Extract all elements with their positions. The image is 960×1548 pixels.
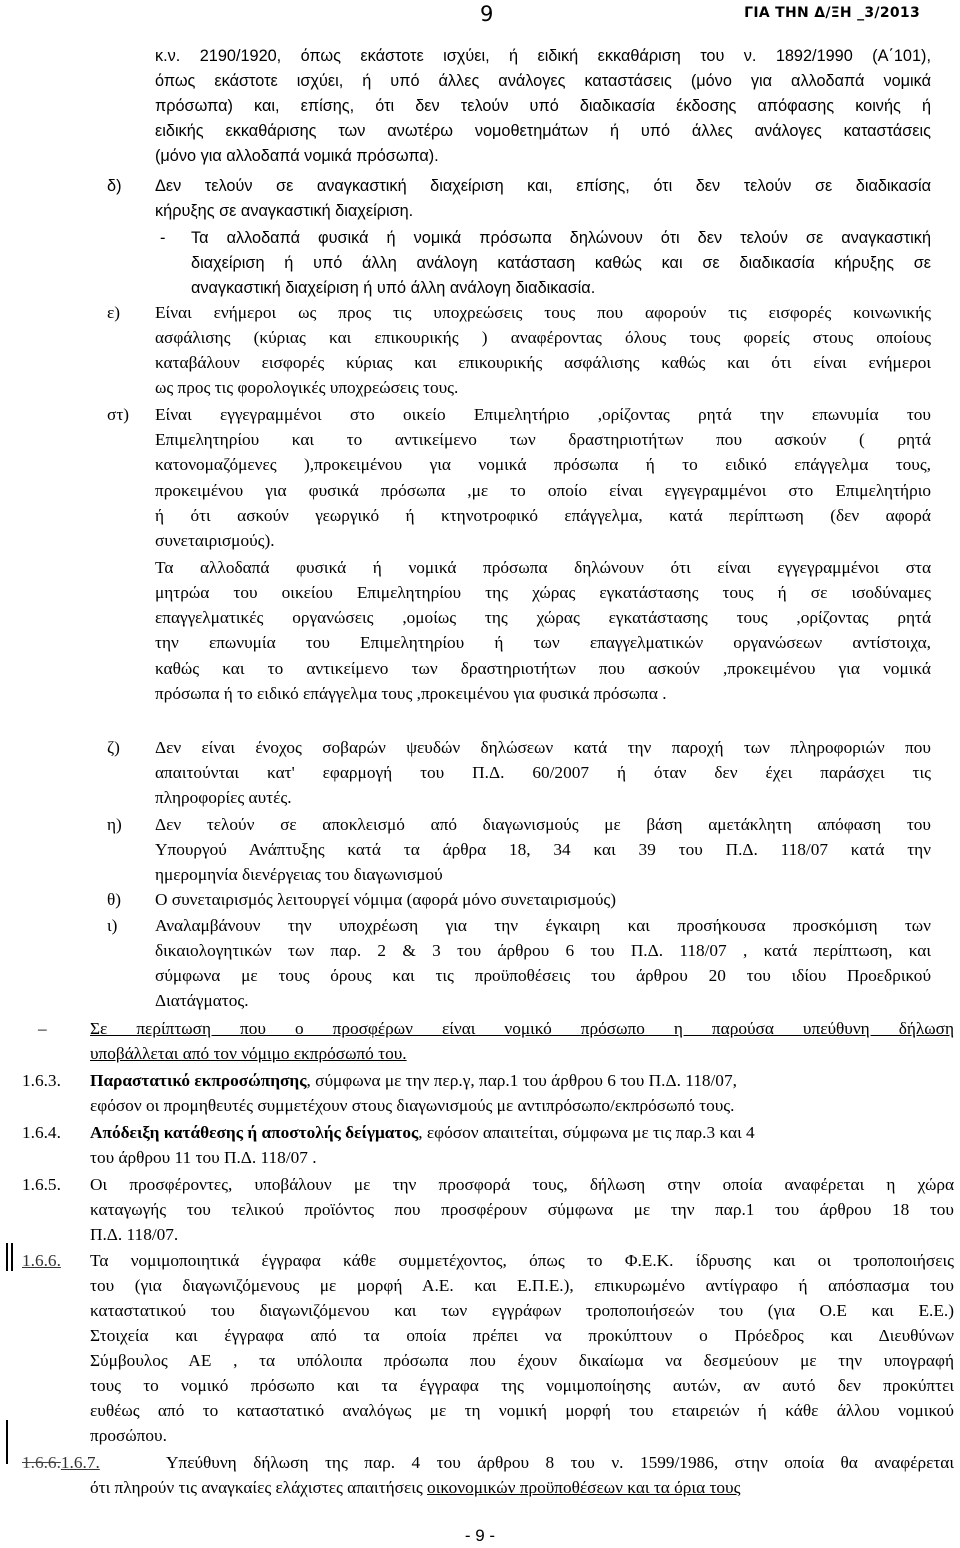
text-line: Δεν τελούν σε αποκλεισμό από διαγωνισμούς με βάση αμετάκλητη απόφαση του bbox=[155, 815, 931, 834]
text-line: Υπουργού Ανάπτυξης κατά τα άρθρα 18, 34 και 39 του Π.Δ. 118/07 κατά την bbox=[155, 840, 931, 859]
text-line: κήρυξης σε αναγκαστική διαχείριση. bbox=[155, 202, 414, 220]
text-line: Ο συνεταιρισμός λειτουργεί νόμιμα (αφορά μόνο συνεταιρισμούς) bbox=[155, 890, 617, 909]
text-line: του άρθρου 11 του Π.Δ. 118/07 . bbox=[90, 1148, 317, 1167]
section-number: 1.6.4. bbox=[22, 1123, 61, 1142]
text-line: Είναι ενήμεροι ως προς τις υποχρεώσεις τους που αφορούν τις εισφορές κοινωνικής bbox=[155, 303, 931, 322]
text-line: Τα νομιμοποιητικά έγγραφα κάθε συμμετέχοντος, όπως το Φ.Ε.Κ. ίδρυσης και οι τροποποιήσεις bbox=[90, 1251, 954, 1270]
text-line: Είναι εγγεγραμμένοι στο οικείο Επιμελητήριο ,ορίζοντας ρητά την επωνυμία του bbox=[155, 405, 931, 424]
item-marker-i: η) bbox=[107, 815, 122, 834]
text-line: (μόνο για αλλοδαπά νομικά πρόσωπα). bbox=[155, 147, 439, 165]
text-line: καταβάλουν εισφορές κύριας και επικουρικής ασφάλισης καθώς και ότι είναι ενήμεροι bbox=[155, 353, 931, 372]
text-line bbox=[90, 1069, 737, 1093]
inserted-number: 1.6.7. bbox=[60, 1453, 100, 1472]
text-line: Οι προσφέροντες, υποβάλουν με την προσφορά τους, δήλωση στην οποία αναφέρεται η χώρα bbox=[90, 1175, 954, 1194]
section-number: 1.6.5. bbox=[22, 1175, 61, 1194]
text-line: ειδικής εκκαθάρισης των ανωτέρω νομοθετημάτων ή υπό άλλες ανάλογες καταστάσεις bbox=[155, 122, 931, 140]
text-line: ασφάλισης (κύριας και επικουρικής ) αναφέροντας όλους τους φορείς στους οποίους bbox=[155, 328, 931, 347]
text-line: εφόσον οι προμηθευτές συμμετέχουν στους διαγωνισμούς με αντιπρόσωπο/εκπρόσωπό τους. bbox=[90, 1096, 735, 1115]
underlined-text: οικονομικών προϋποθέσεων και τα όρια τους bbox=[427, 1478, 741, 1497]
text-line: καταστατικού του διαγωνιζόμενου και των εγγράφων τροποποιήσεών του (για Ο.Ε και Ε.Ε.) bbox=[90, 1301, 954, 1320]
text-line: προκειμένου για φυσικά πρόσωπα ,με το οποίο είναι εγγεγραμμένοι στο Επιμελητήριο bbox=[155, 481, 931, 500]
text-line: Επιμελητηρίου και το αντικείμενο των δραστηριοτήτων που ασκούν ( ρητά bbox=[155, 430, 931, 449]
text-line: κατονομαζόμενες ),προκειμένου για νομικά πρόσωπα ή το ειδικό επάγγελμα τους, bbox=[155, 455, 931, 474]
text-line: υποβάλλεται από τον νόμιμο εκπρόσωπό του. bbox=[90, 1044, 407, 1063]
text-line: Στοιχεία και έγγραφα από τα οποία πρέπει να προκύπτουν ο Πρόεδρος και Διευθύνων bbox=[90, 1326, 954, 1345]
text-line: Δεν τελούν σε αναγκαστική διαχείριση και, επίσης, ότι δεν τελούν σε διαδικασία bbox=[155, 177, 931, 195]
text-line: διαχείριση ή υπό άλλη ανάλογη κατάσταση καθώς και σε διαδικασία κήρυξης σε bbox=[191, 254, 931, 272]
section-number-revision bbox=[22, 1451, 100, 1475]
section-number: 1.6.3. bbox=[22, 1071, 61, 1090]
text-line: Π.Δ. 118/07. bbox=[90, 1225, 179, 1244]
text-line: ημερομηνία διενέργειας του διαγωνισμού bbox=[155, 865, 443, 884]
text-line: Τα αλλοδαπά φυσικά ή νομικά πρόσωπα δηλώνουν ότι είναι εγγεγραμμένοι στα bbox=[155, 558, 931, 577]
text-line: απαιτούνται κατ' εφαρμογή του Π.Δ. 60/2007 ή όταν δεν έχει παράσχει τις bbox=[155, 763, 931, 782]
page-footer: - 9 - bbox=[464, 1526, 496, 1545]
text-line: όπως εκάστοτε ισχύει, ή υπό άλλες ανάλογες καταστάσεις (μόνο για αλλοδαπά νομικά bbox=[155, 72, 931, 90]
item-marker-st: στ) bbox=[107, 405, 130, 424]
text-span: ότι πληρούν τις αναγκαίες ελάχιστες απαιτήσεις bbox=[90, 1478, 428, 1497]
text-line: Δεν είναι ένοχος σοβαρών ψευδών δηλώσεων κατά την παροχή των πληροφοριών που bbox=[155, 738, 931, 757]
text-line bbox=[90, 1476, 740, 1500]
deleted-number: 1.6.6. bbox=[22, 1453, 61, 1472]
text-line: Τα αλλοδαπά φυσικά ή νομικά πρόσωπα δηλώνουν ότι δεν τελούν σε αναγκαστική bbox=[191, 229, 931, 247]
header-page-number: 9 bbox=[480, 2, 494, 26]
text-line: τους το νομικό πρόσωπο και τα έγγραφα της νομιμοποίησης αυτών, αν αυτό δεν προκύπτει bbox=[90, 1376, 954, 1395]
text-line: σύμφωνα με τους όρους και τις προϋποθέσεις του άρθρου 20 του ιδίου Προεδρικού bbox=[155, 966, 931, 985]
change-bar bbox=[6, 1243, 8, 1271]
section-number: 1.6.6. bbox=[22, 1251, 61, 1270]
text-line: ή ότι ασκούν γεωργικό ή κτηνοτροφικό επάγγελμα, κατά περίπτωση (δεν αφορά bbox=[155, 506, 931, 525]
text-line: δικαιολογητικών των παρ. 2 & 3 του άρθρου 6 του Π.Δ. 118/07 , κατά περίπτωση, και bbox=[155, 941, 931, 960]
text-line: πρόσωπα) και, επίσης, ότι δεν τελούν υπό διαδικασία έκδοσης απόφασης κοινής ή bbox=[155, 97, 931, 115]
emdash-marker: – bbox=[38, 1019, 47, 1038]
text-line: ευθέως από το καταστατικό αναλόγως με τη νομική μορφή του εταιρειών ή κάθε άλλου νομικού bbox=[90, 1401, 954, 1420]
text-line: Σε περίπτωση που ο προσφέρων είναι νομικό πρόσωπο η παρούσα υπεύθυνη δήλωση bbox=[90, 1019, 954, 1038]
text-line: κ.ν. 2190/1920, όπως εκάστοτε ισχύει, ή ειδική εκκαθάριση του ν. 1892/1990 (Α΄101), bbox=[155, 47, 931, 65]
text-line: πρόσωπα ή το ειδικό επάγγελμα τους ,προκειμένου για φυσικά πρόσωπα . bbox=[155, 684, 667, 703]
bold-heading: Απόδειξη κατάθεσης ή αποστολής δείγματος bbox=[90, 1123, 419, 1142]
text-span: , εφόσον απαιτείται, σύμφωνα με τις παρ.3 και 4 bbox=[418, 1123, 755, 1142]
dash-marker: - bbox=[160, 229, 166, 247]
bold-heading: Παραστατικό εκπροσώπησης bbox=[90, 1071, 307, 1090]
item-marker-d: δ) bbox=[107, 177, 122, 195]
item-marker-io: ι) bbox=[107, 916, 118, 935]
text-line: την επωνυμία του Επιμελητηρίου ή των επαγγελματικών οργανώσεων αντίστοιχα, bbox=[155, 633, 931, 652]
change-bar bbox=[6, 1420, 8, 1464]
text-line: μητρώα του οικείου Επιμελητηρίου της χώρας εγκατάστασης τους ή σε ισοδύναμες bbox=[155, 583, 931, 602]
text-line: ως προς τις φορολογικές υποχρεώσεις τους. bbox=[155, 378, 459, 397]
text-line: του (για διαγωνιζόμενους με μορφή Α.Ε. και Ε.Π.Ε.), επικυρωμένο αντίγραφο ή απόσπασμα του bbox=[90, 1276, 954, 1295]
change-bar bbox=[11, 1243, 13, 1271]
header-doc-ref: ΓΙΑ ΤΗΝ Δ/ΞΗ _3/2013 bbox=[744, 5, 920, 21]
text-line: αναγκαστική διαχείριση ή υπό άλλη ανάλογη διαδικασία. bbox=[191, 279, 596, 297]
text-line: Διατάγματος. bbox=[155, 991, 249, 1010]
text-line: συνεταιρισμούς). bbox=[155, 531, 275, 550]
text-span: , σύμφωνα με την περ.γ, παρ.1 του άρθρου 6 του Π.Δ. 118/07, bbox=[306, 1071, 737, 1090]
item-marker-e: ε) bbox=[107, 303, 121, 322]
text-line: επαγγελματικές οργανώσεις ,ομοίως της χώρας εγκατάστασης τους ,ορίζοντας ρητά bbox=[155, 608, 931, 627]
text-line: καταγωγής του τελικού προϊόντος που προσφέρουν σύμφωνα με την παρ.1 του άρθρου 18 του bbox=[90, 1200, 954, 1219]
item-marker-z: ζ) bbox=[107, 738, 120, 757]
text-line: προσώπου. bbox=[90, 1426, 167, 1445]
text-line bbox=[90, 1121, 755, 1145]
text-line: Υπεύθυνη δήλωση της παρ. 4 του άρθρου 8 του ν. 1599/1986, στην οποία θα αναφέρεται bbox=[166, 1453, 954, 1472]
text-line: πληροφορίες αυτές. bbox=[155, 788, 292, 807]
text-line: καθώς και το αντικείμενο των δραστηριοτήτων που ασκούν ,προκειμένου για νομικά bbox=[155, 659, 931, 678]
text-line: Αναλαμβάνουν την υποχρέωση για την έγκαιρη και προσήκουσα προσκόμιση των bbox=[155, 916, 931, 935]
item-marker-th: θ) bbox=[107, 890, 122, 909]
text-line: Σύμβουλος ΑΕ , τα υπόλοιπα πρόσωπα που έχουν δικαίωμα να δεσμεύουν με την υπογραφή bbox=[90, 1351, 954, 1370]
